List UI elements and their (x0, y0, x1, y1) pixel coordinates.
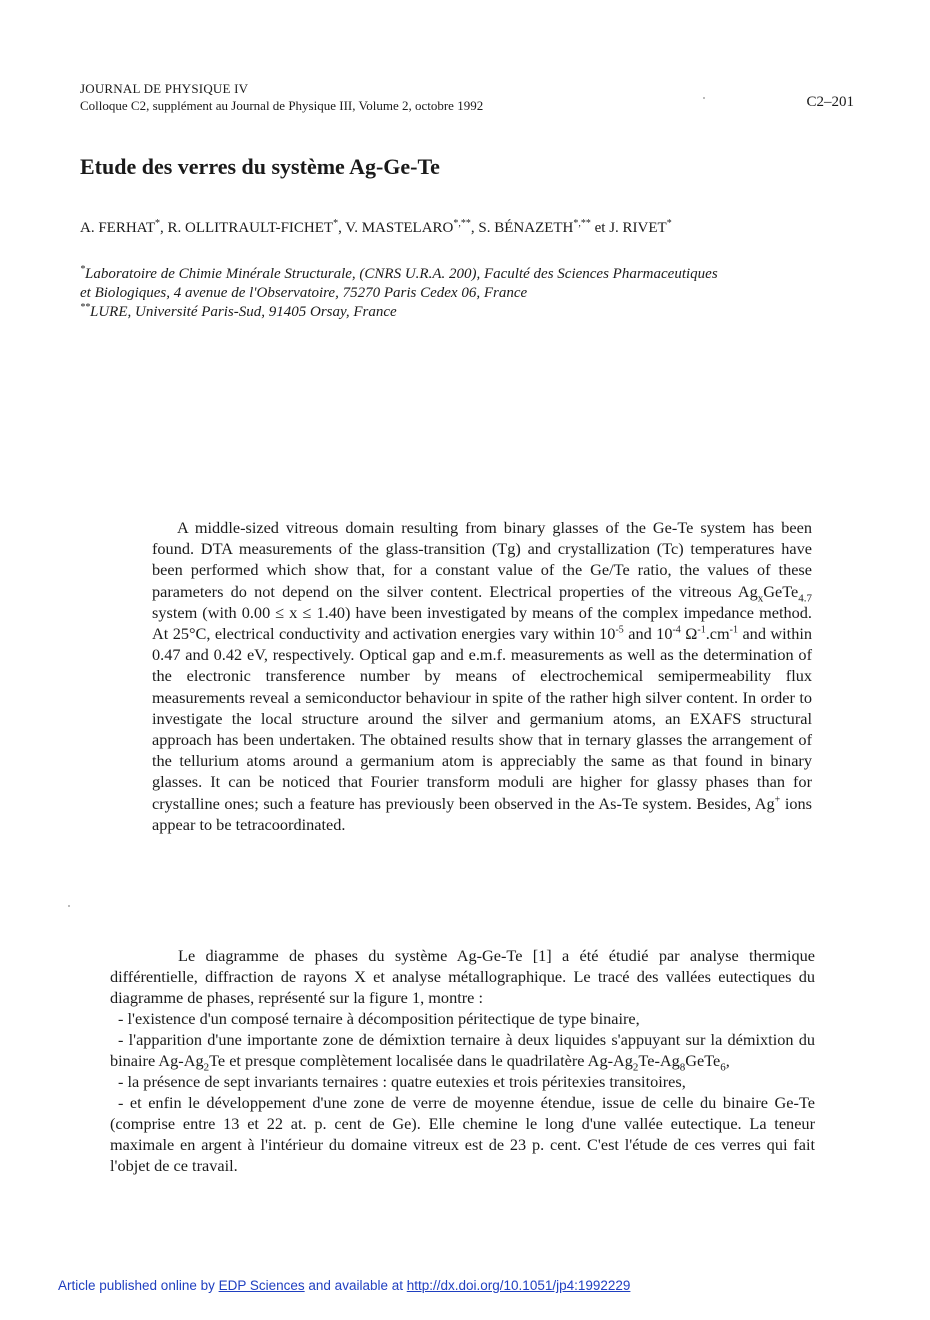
scan-speck (703, 97, 705, 99)
list-item: - et enfin le développement d'une zone de verre de moyenne étendue, issue de celle du binaire Ge-Te (comprise entre 13 et 22 at. p. cent de Ge). Elle chemine le long d'une vallée eutectique. La teneur maximale en argent à l'intérieur du domaine vitreux est de 23 p. cent. C'est l'étude de ces verres qui fait l'objet de ce travail. (110, 1093, 815, 1175)
affiliation-1-line-1: *Laboratoire de Chimie Minérale Structurale, (CNRS U.R.A. 200), Faculté des Sciences Pharmaceutiques (80, 264, 718, 282)
affiliation-2: **LURE, Université Paris-Sud, 91405 Orsay, France (80, 302, 397, 320)
edp-sciences-link[interactable]: EDP Sciences (218, 1278, 305, 1293)
paper-title: Etude des verres du système Ag-Ge-Te (80, 154, 440, 179)
affiliation-mark: * (155, 218, 161, 229)
scan-speck (68, 905, 70, 907)
author-mastelaro: , V. MASTELARO (338, 220, 454, 236)
publication-footer: Article published online by EDP Sciences and available at http://dx.doi.org/10.1051/jp4:1992229 (58, 1278, 631, 1293)
body-paragraph: Le diagramme de phases du système Ag-Ge-Te [1] a été étudié par analyse thermique différentielle, diffraction de rayons X et analyse métallographique. Le tracé des vallées eutectiques du diagramme de phases, représenté sur la figure 1, montre : (110, 946, 815, 1007)
author-list (80, 220, 672, 237)
affiliation-mark: *,** (453, 218, 471, 229)
colloque-info: Colloque C2, supplément au Journal de Physique III, Volume 2, octobre 1992 (80, 98, 484, 113)
author-benazeth: , S. BÉNAZETH (470, 220, 574, 236)
abstract: A middle-sized vitreous domain resulting from binary glasses of the Ge-Te system has been found. DTA measurements of the glass-transition (Tg) and crystallization (Tc) temperatures have been performed which show that, for a constant value of the Ge/Te ratio, the values of these parameters do not depend on the silver content. Electrical properties of the vitreous $Ag_xGeTe_{4.7}$ system (with 0.00 ≤ x ≤ 1.40) have been investigated by means of the complex impedance method. At 25°C, electrical conductivity and activation energies vary within $10^{-5}$ and $10^{-4}$ $\Omega^{-1}.cm^{-1}$ and within 0.47 and 0.42 eV, respectively. Optical gap and e.m.f. measurements as well as the determination of the electronic transference number by means of electrochemical semipermeability flux measurements reveal a semiconductor behaviour in spite of the rather high silver content. In order to investigate the local structure around the silver and germanium atoms, an EXAFS structural approach has been undertaken. The obtained results show that in ternary glasses the arrangement of the tellurium atoms around a germanium atom is appreciably the same as that found in binary glasses. It can be noticed that Fourier transform moduli are higher for glassy phases than for crystalline ones; such a feature has previously been observed in the As-Te system. Besides, Ag+ ions appear to be tetracoordinated. (152, 518, 813, 834)
affiliation-mark: * (80, 264, 85, 275)
author-rivet: et J. RIVET (590, 220, 667, 236)
list-item: - la présence de sept invariants ternaires : quatre eutexies et trois péritexies transitoires, (118, 1072, 686, 1091)
affiliations (80, 265, 870, 322)
list-item: - l'existence d'un composé ternaire à décomposition péritectique de type binaire, (118, 1009, 640, 1028)
author-ollitrault-fichet: , R. OLLITRAULT-FICHET (160, 220, 334, 236)
affiliation-mark: ** (80, 302, 90, 313)
author-ferhat: A. FERHAT (80, 220, 156, 236)
list-item: - l'apparition d'une importante zone de démixtion ternaire à deux liquides s'appuyant sur la démixtion du binaire $Ag-Ag_2Te$ et presque complètement localisée dans le quadrilatère $Ag-Ag_2Te-Ag_8GeTe_6$, (110, 1030, 815, 1074)
body-text (110, 945, 815, 1176)
doi-link[interactable]: http://dx.doi.org/10.1051/jp4:1992229 (406, 1278, 631, 1293)
affiliation-mark: * (666, 218, 672, 229)
affiliation-mark: *,** (573, 218, 591, 229)
page-number: C2–201 (806, 94, 854, 110)
affiliation-mark: * (333, 218, 339, 229)
affiliation-1-line-2: et Biologiques, 4 avenue de l'Observatoire, 75270 Paris Cedex 06, France (80, 285, 528, 301)
journal-name: JOURNAL DE PHYSIQUE IV (80, 81, 249, 96)
